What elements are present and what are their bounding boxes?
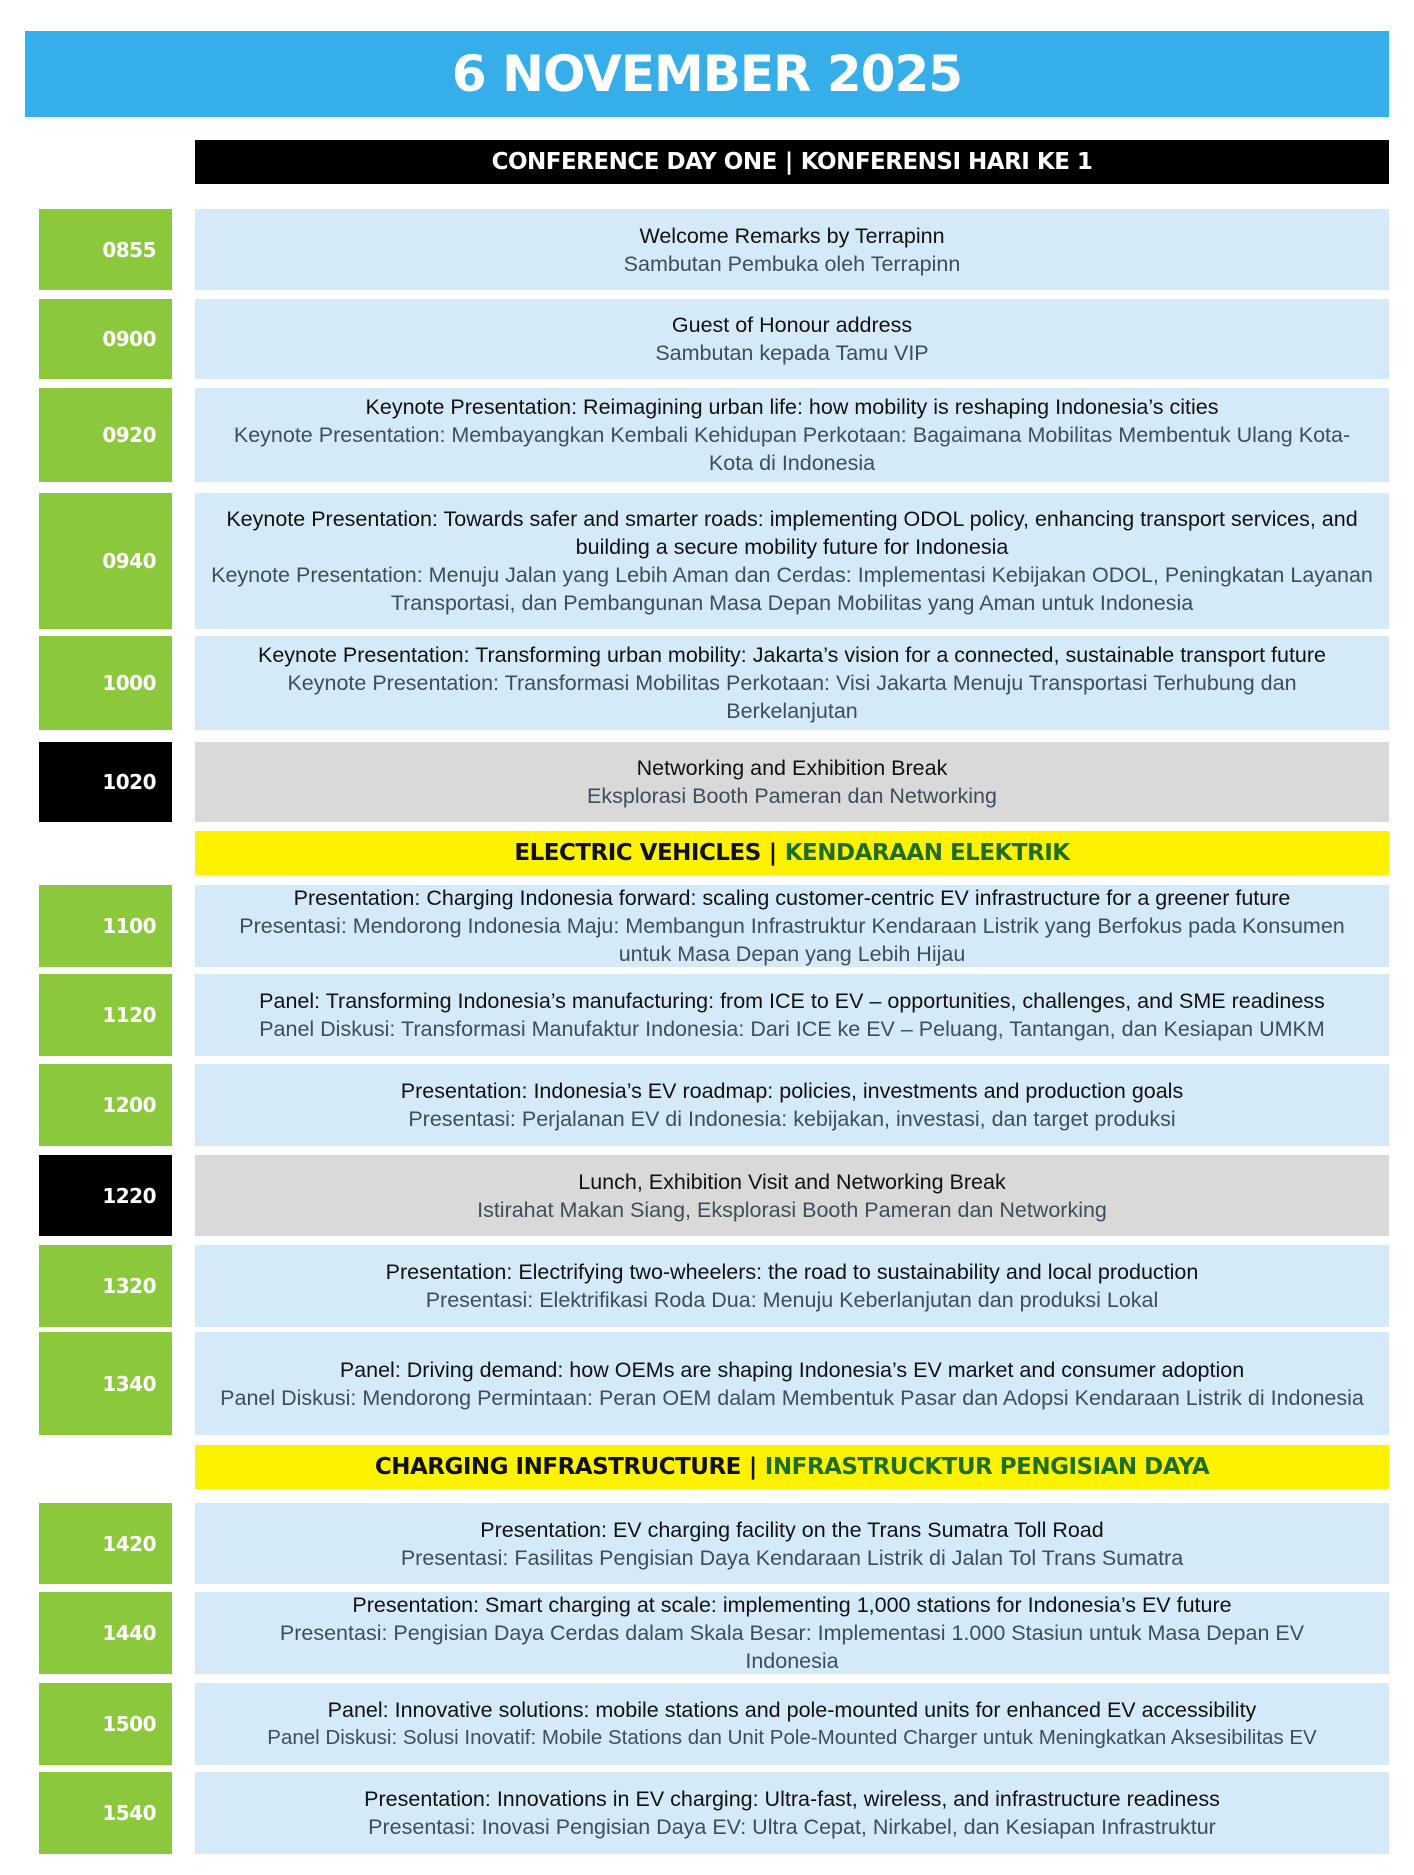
- section-header-charging-infrastructure: [195, 1445, 1389, 1489]
- time-slot: 0940: [39, 493, 172, 629]
- time-slot-break: 1020: [39, 742, 172, 822]
- time-slot: 1500: [39, 1683, 172, 1765]
- session-row: [195, 885, 1389, 967]
- section-title-alt: INFRASTRUCKTUR PENGISIAN DAYA: [764, 1454, 1210, 1480]
- session-title-id: Keynote Presentation: Membayangkan Kembali Kehidupan Perkotaan: Bagaimana Mobilitas Membentuk Ulang Kota-Kota di Indonesia: [233, 423, 1351, 475]
- time-slot: 1100: [39, 885, 172, 967]
- session-title-en: Keynote Presentation: Transforming urban mobility: Jakarta’s vision for a connected, sustainable transport future: [257, 643, 1326, 667]
- time-slot-break: 1220: [39, 1155, 172, 1236]
- section-header-electric-vehicles: [195, 831, 1389, 875]
- session-title-id: Presentasi: Mendorong Indonesia Maju: Membangun Infrastruktur Kendaraan Listrik yang Berfokus pada Konsumen untuk Masa Depan yang Lebih Hijau: [239, 914, 1345, 966]
- session-row: [195, 636, 1389, 730]
- session-title-en: Panel: Transforming Indonesia’s manufacturing: from ICE to EV – opportunities, challenges, and SME readiness: [259, 989, 1325, 1013]
- session-title-en: Presentation: Innovations in EV charging: Ultra-fast, wireless, and infrastructure readiness: [364, 1787, 1220, 1811]
- session-title-id: Eksplorasi Booth Pameran dan Networking: [587, 784, 997, 808]
- section-header-conference-day-one: [195, 140, 1389, 184]
- section-title-alt: KENDARAAN ELEKTRIK: [784, 840, 1070, 866]
- time-slot: 1420: [39, 1503, 172, 1584]
- time-slot: 1340: [39, 1332, 172, 1435]
- section-title: ELECTRIC VEHICLES: [514, 840, 761, 866]
- section-separator: |: [784, 149, 793, 175]
- session-row-break: [195, 1155, 1389, 1236]
- time-slot: 1440: [39, 1592, 172, 1674]
- session-row: [195, 209, 1389, 290]
- section-separator: |: [768, 840, 777, 866]
- time-slot: 0855: [39, 209, 172, 290]
- session-title-en: Panel: Innovative solutions: mobile stations and pole-mounted units for enhanced EV accessibility: [327, 1698, 1257, 1722]
- session-title-en: Presentation: Charging Indonesia forward: scaling customer-centric EV infrastructure for a greener future: [293, 886, 1291, 910]
- session-title-en: Lunch, Exhibition Visit and Networking Break: [578, 1169, 1006, 1194]
- session-row: [195, 388, 1389, 482]
- session-row: [195, 1772, 1389, 1854]
- session-row: [195, 1683, 1389, 1765]
- session-row: [195, 1503, 1389, 1584]
- session-title-en: Presentation: Electrifying two-wheelers: the road to sustainability and local production: [385, 1260, 1199, 1284]
- session-title-id: Sambutan Pembuka oleh Terrapinn: [623, 251, 961, 276]
- time-slot: 1540: [39, 1772, 172, 1854]
- section-title-alt: KONFERENSI HARI KE 1: [800, 149, 1093, 175]
- session-title-en: Keynote Presentation: Towards safer and smarter roads: implementing ODOL policy, enhancing transport services, and building a secure mobility future for Indonesia: [226, 507, 1358, 559]
- time-slot: 1000: [39, 636, 172, 730]
- session-title-en: Panel: Driving demand: how OEMs are shaping Indonesia’s EV market and consumer adoption: [339, 1357, 1245, 1382]
- date-banner: 6 NOVEMBER 2025: [25, 31, 1389, 117]
- session-title-id: Keynote Presentation: Menuju Jalan yang Lebih Aman dan Cerdas: Implementasi Kebijakan ODOL, Peningkatan Layanan Transportasi, dan Pembangunan Masa Depan Mobilitas yang Aman untuk Indonesia: [211, 563, 1373, 615]
- time-slot: 0900: [39, 299, 172, 379]
- session-title-en: Presentation: EV charging facility on the Trans Sumatra Toll Road: [480, 1517, 1104, 1542]
- session-row: [195, 1592, 1389, 1674]
- session-row: [195, 1332, 1389, 1435]
- session-row: [195, 1064, 1389, 1146]
- session-title-id: Panel Diskusi: Transformasi Manufaktur Indonesia: Dari ICE ke EV – Peluang, Tantangan, dan Kesiapan UMKM: [259, 1017, 1325, 1041]
- session-title-id: Istirahat Makan Siang, Eksplorasi Booth Pameran dan Networking: [477, 1197, 1107, 1222]
- session-title-id: Presentasi: Perjalanan EV di Indonesia: kebijakan, investasi, dan target produksi: [408, 1107, 1176, 1131]
- session-title-id: Keynote Presentation: Transformasi Mobilitas Perkotaan: Visi Jakarta Menuju Transportasi Terhubung dan Berkelanjutan: [287, 671, 1297, 723]
- session-title-id: Presentasi: Elektrifikasi Roda Dua: Menuju Keberlanjutan dan produksi Lokal: [425, 1288, 1159, 1312]
- session-row: [195, 974, 1389, 1056]
- session-row: [195, 493, 1389, 629]
- session-title-id: Presentasi: Inovasi Pengisian Daya EV: Ultra Cepat, Nirkabel, dan Kesiapan Infrastruktur: [368, 1815, 1216, 1839]
- session-row: [195, 1245, 1389, 1327]
- session-row-break: [195, 742, 1389, 822]
- section-title: CHARGING INFRASTRUCTURE: [374, 1454, 741, 1480]
- section-title: CONFERENCE DAY ONE: [491, 149, 777, 175]
- session-title-en: Networking and Exhibition Break: [636, 756, 948, 780]
- session-title-id: Presentasi: Fasilitas Pengisian Daya Kendaraan Listrik di Jalan Tol Trans Sumatra: [400, 1545, 1184, 1570]
- time-slot: 1320: [39, 1245, 172, 1327]
- session-title-id: Sambutan kepada Tamu VIP: [655, 341, 929, 365]
- session-title-id: Panel Diskusi: Mendorong Permintaan: Peran OEM dalam Membentuk Pasar dan Adopsi Kendaraan Listrik di Indonesia: [220, 1385, 1364, 1410]
- session-row: [195, 299, 1389, 379]
- session-title-en: Presentation: Indonesia’s EV roadmap: policies, investments and production goals: [400, 1079, 1184, 1103]
- time-slot: 1120: [39, 974, 172, 1056]
- session-title-en: Presentation: Smart charging at scale: implementing 1,000 stations for Indonesia’s EV future: [352, 1593, 1232, 1617]
- session-title-en: Guest of Honour address: [671, 313, 913, 337]
- time-slot: 1200: [39, 1064, 172, 1146]
- section-separator: |: [748, 1454, 757, 1480]
- session-title-id: Presentasi: Pengisian Daya Cerdas dalam Skala Besar: Implementasi 1.000 Stasiun untuk Masa Depan EV Indonesia: [279, 1621, 1305, 1673]
- session-title-en: Welcome Remarks by Terrapinn: [639, 223, 945, 248]
- time-slot: 0920: [39, 388, 172, 482]
- session-title-id: Panel Diskusi: Solusi Inovatif: Mobile Stations dan Unit Pole-Mounted Charger untuk Meningkatkan Aksesibilitas EV: [267, 1726, 1317, 1749]
- session-title-en: Keynote Presentation: Reimagining urban life: how mobility is reshaping Indonesia’s cities: [365, 395, 1219, 419]
